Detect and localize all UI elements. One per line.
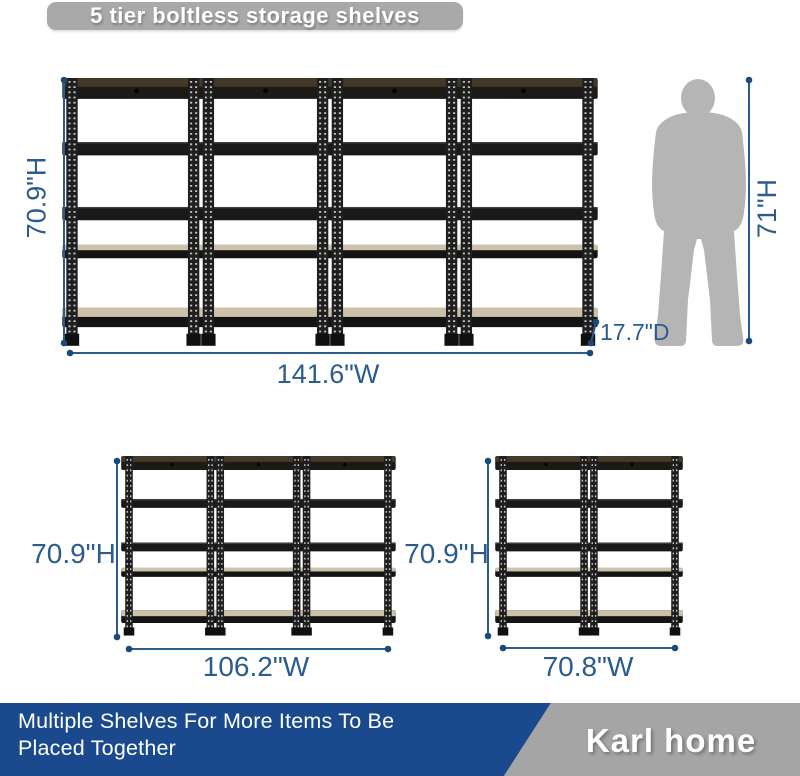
shelf-hole [171,463,174,466]
shelf-post [582,78,593,341]
shelf-post [671,456,679,632]
shelf-post [66,78,77,341]
shelf-foot [205,627,216,635]
shelf-post [125,456,133,632]
shelf-foot [330,334,344,346]
shelf-post [384,456,392,632]
bottom-right-shelf-group [495,456,683,636]
brand-logo-text: Karl home [585,722,757,759]
bottom-left-width-dimension-label: 106.2"W [202,651,310,682]
shelf-foot [498,627,509,635]
shelf-foot [291,627,302,635]
shelf-post [293,456,301,632]
main-shelf-group [62,78,597,346]
shelf-hole [521,89,526,94]
bottom-right-width-dimension-label: 70.8"W [542,651,634,682]
shelf-post [499,456,507,632]
shelf-post [580,456,588,632]
shelf-foot [315,334,329,346]
person-height-dimension-label: 71"H [752,178,782,239]
shelf-foot [201,334,215,346]
main-width-dimension-label: 141.6"W [276,359,380,389]
shelf-hole [134,89,139,94]
shelf-foot [215,627,226,635]
main-depth-dimension-label: 17.7"D [600,319,670,345]
shelf-foot [589,627,600,635]
shelf-hole [392,89,397,94]
bottom-left-shelf-group [121,456,395,636]
shelf-post [188,78,199,341]
shelf-post [590,456,598,632]
shelf-hole [343,463,346,466]
shelf-hole [630,463,633,466]
shelf-post [317,78,328,341]
shelf-post [332,78,343,341]
shelf-hole [544,463,547,466]
top-banner-label: 5 tier boltless storage shelves [90,3,420,28]
shelf-foot [579,627,590,635]
shelf-foot [186,334,200,346]
shelf-foot [670,627,681,635]
main-width-dimension-line [67,350,594,357]
shelf-hole [257,463,260,466]
bottom-right-height-dimension-label: 70.9"H [404,538,489,569]
shelf-post [303,456,311,632]
footer-message: Multiple Shelves For More Items To Be Placed Together [18,709,395,760]
main-height-dimension-label: 70.9"H [21,156,52,239]
shelf-foot [444,334,458,346]
shelf-post [203,78,214,341]
shelf-foot [383,627,394,635]
person-silhouette [652,79,746,346]
shelf-foot [459,334,473,346]
shelf-post [207,456,215,632]
shelf-foot [124,627,135,635]
shelf-post [461,78,472,341]
bottom-left-height-dimension-label: 70.9"H [31,538,116,569]
shelf-foot [301,627,312,635]
shelf-post [216,456,224,632]
shelf-hole [263,89,268,94]
shelf-post [446,78,457,341]
